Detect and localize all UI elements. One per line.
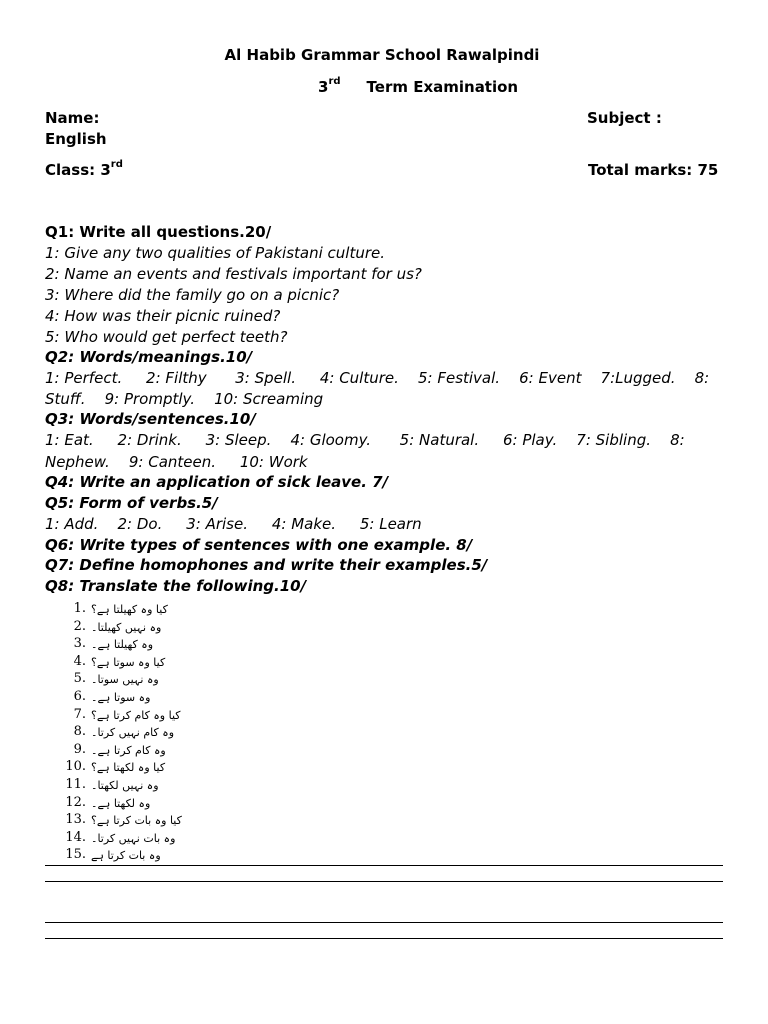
translation-item-text: وہ سوتا ہے۔ xyxy=(91,691,151,704)
q3-line: Nephew. 9: Canteen. 10: Work xyxy=(45,453,308,471)
translation-item-text: وہ کام کرتا ہے۔ xyxy=(91,744,166,757)
q5-title: Q5: Form of verbs.5/ xyxy=(45,494,218,512)
translation-item-text: کیا وہ کام کرتا ہے؟ xyxy=(91,709,181,722)
translation-item-text: وہ نہیں لکھتا۔ xyxy=(91,779,159,792)
translation-item-number: 2. xyxy=(73,619,86,634)
q1-item: 2: Name an events and festivals important for us? xyxy=(45,265,422,283)
q1-item: 1: Give any two qualities of Pakistani culture. xyxy=(45,244,386,262)
translation-item-number: 4. xyxy=(73,654,86,669)
translation-item-number: 15. xyxy=(65,847,86,862)
q3-line: 1: Eat. 2: Drink. 3: Sleep. 4: Gloomy. 5: Natural. 6: Play. 7: Sibling. 8: xyxy=(45,431,685,449)
q1-title: Q1: Write all questions.20/ xyxy=(45,223,272,241)
q2-title: Q2: Words/meanings.10/ xyxy=(45,348,253,366)
name-label: Name: xyxy=(45,109,100,127)
q2-line: Stuff. 9: Promptly. 10: Screaming xyxy=(45,390,324,408)
translation-item-number: 7. xyxy=(73,707,86,722)
translation-item-number: 9. xyxy=(73,742,86,757)
answer-line xyxy=(45,881,723,882)
subject-label: Subject : xyxy=(587,109,662,127)
q1-item: 3: Where did the family go on a picnic? xyxy=(45,286,340,304)
q3-title: Q3: Words/sentences.10/ xyxy=(45,410,256,428)
translation-item-number: 10. xyxy=(65,759,86,774)
answer-line xyxy=(45,938,723,939)
translation-item-text: کیا وہ بات کرتا ہے؟ xyxy=(91,814,182,827)
term-title: 3rd Term Examination xyxy=(318,76,519,96)
translation-item-number: 3. xyxy=(73,636,86,651)
subject-value: English xyxy=(45,130,107,148)
q2-line: 1: Perfect. 2: Filthy 3: Spell. 4: Culture. 5: Festival. 6: Event 7:Lugged. 8: xyxy=(45,369,710,387)
q8-title: Q8: Translate the following.10/ xyxy=(45,577,307,595)
translation-item-text: وہ بات نہیں کرتا۔ xyxy=(91,832,176,845)
translation-item-number: 5. xyxy=(73,671,86,686)
translation-item-text: وہ بات کرتا ہے xyxy=(91,849,161,862)
translation-item-text: وہ کھیلتا ہے۔ xyxy=(91,638,154,651)
total-marks: Total marks: 75 xyxy=(588,161,719,179)
q1-item: 5: Who would get perfect teeth? xyxy=(45,328,288,346)
answer-line xyxy=(45,922,723,923)
translation-item-text: کیا وہ لکھتا ہے؟ xyxy=(91,761,166,774)
q6-title: Q6: Write types of sentences with one example. 8/ xyxy=(45,536,473,554)
q4-title: Q4: Write an application of sick leave. 7/ xyxy=(45,473,389,491)
answer-line xyxy=(45,865,723,866)
translation-item-text: وہ لکھتا ہے۔ xyxy=(91,797,151,810)
translation-item-number: 14. xyxy=(65,830,86,845)
translation-item-text: وہ نہیں سوتا۔ xyxy=(91,673,159,686)
school-title: Al Habib Grammar School Rawalpindi xyxy=(224,46,540,64)
translation-item-text: وہ کام نہیں کرتا۔ xyxy=(91,726,175,739)
translation-item-text: وہ نہیں کھیلتا۔ xyxy=(91,621,162,634)
translation-item-number: 12. xyxy=(65,795,86,810)
translation-item-text: کیا وہ سوتا ہے؟ xyxy=(91,656,166,669)
translation-item-text: کیا وہ کھیلتا ہے؟ xyxy=(91,603,168,616)
translation-item-number: 1. xyxy=(73,601,86,616)
translation-item-number: 8. xyxy=(73,724,86,739)
class-label: Class: 3rd xyxy=(45,159,123,179)
q5-line: 1: Add. 2: Do. 3: Arise. 4: Make. 5: Learn xyxy=(45,515,422,533)
translation-item-number: 6. xyxy=(73,689,86,704)
translation-item-number: 13. xyxy=(65,812,86,827)
q1-item: 4: How was their picnic ruined? xyxy=(45,307,281,325)
translation-item-number: 11. xyxy=(65,777,86,792)
q7-title: Q7: Define homophones and write their examples.5/ xyxy=(45,556,488,574)
